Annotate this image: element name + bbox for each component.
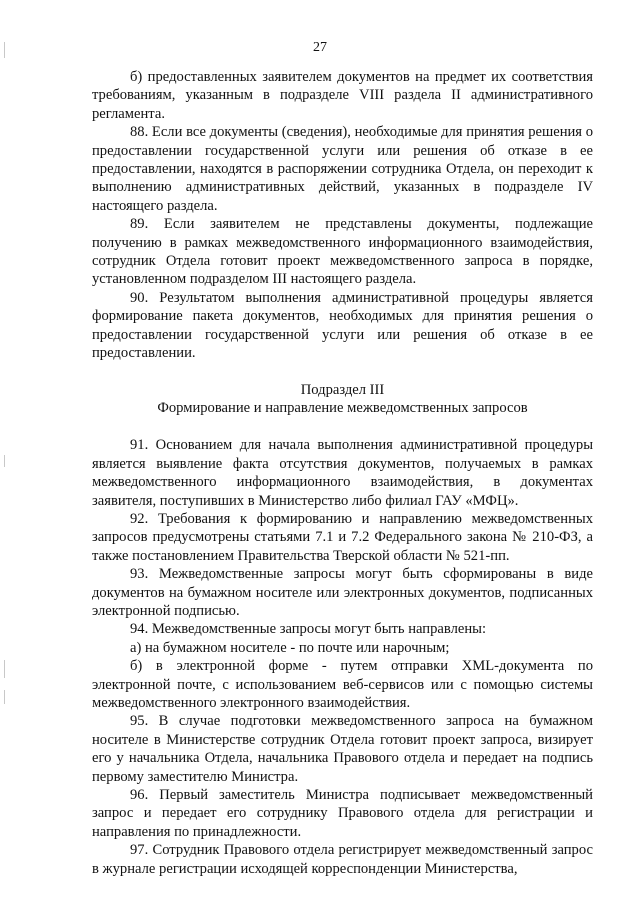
scan-artifact bbox=[4, 455, 5, 467]
spacer bbox=[92, 417, 593, 436]
paragraph-91: 91. Основанием для начала выполнения административной процедуры является выявление факта отсутствия документов, получаемых в рамках межведомственного информационного взаимодействия, в документах заявителя, поступивших в Министерство либо филиал ГАУ «МФЦ». bbox=[92, 437, 593, 509]
paragraph-94-a: а) на бумажном носителе - по почте или нарочным; bbox=[130, 639, 450, 656]
paragraph-97: 97. Сотрудник Правового отдела регистрирует межведомственный запрос в журнале регистрации исходящей корреспонденции Министерства, bbox=[92, 842, 593, 877]
paragraph-88: 88. Если все документы (сведения), необходимые для принятия решения о предоставлении государственной услуги или решения об отказе в ее предоставлении, находятся в распоряжении сотрудника Отдела, он переходит к выполнению административных действий, указанных в подразделе IV настоящего раздела. bbox=[92, 124, 593, 214]
subsection-number: Подраздел III bbox=[300, 381, 385, 398]
paragraph-96: 96. Первый заместитель Министра подписывает межведомственный запрос и передает его сотруднику Правового отдела для регистрации и направления по принадлежности. bbox=[92, 787, 593, 840]
paragraph-89: 89. Если заявителем не представлены документы, подлежащие получению в рамках межведомственного информационного взаимодействия, сотрудник Отдела готовит проект межведомственного запроса в порядке, установленном подразделом III настоящего раздела. bbox=[92, 216, 593, 288]
spacer bbox=[92, 363, 593, 381]
scan-artifact bbox=[4, 690, 5, 704]
paragraph-90: 90. Результатом выполнения административной процедуры является формирование пакета документов, необходимых для принятия решения о предоставлении государственной услуги или решения об отказе в ее предоставлении. bbox=[92, 289, 593, 362]
paragraph-92: 92. Требования к формированию и направлению межведомственных запросов предусмотрены статьями 7.1 и 7.2 Федерального закона № 210-ФЗ, а также постановлением Правительства Тверской области № 521-пп. bbox=[92, 510, 593, 564]
paragraph-94-b: б) в электронной форме - путем отправки XML-документа по электронной почте, с использованием веб-сервисов или с помощью системы межведомственного электронного взаимодействия. bbox=[92, 658, 593, 711]
paragraph-94: 94. Межведомственные запросы могут быть направлены: bbox=[130, 621, 487, 638]
paragraph-95: 95. В случае подготовки межведомственного запроса на бумажном носителе в Министерстве сотрудник Отдела готовит проект запроса, визирует его у начальника Отдела, начальника Правового отдела и передает на подпись первому заместителю Министра. bbox=[92, 713, 593, 785]
page-number: 27 bbox=[313, 40, 327, 55]
document-body bbox=[92, 68, 593, 878]
scan-artifact bbox=[4, 660, 5, 678]
paragraph-b: б) предоставленных заявителем документов на предмет их соответствия требованиям, указанным в подразделе VIII раздела II административного регламента. bbox=[92, 69, 593, 122]
paragraph-93: 93. Межведомственные запросы могут быть сформированы в виде документов на бумажном носителе или электронных документов, подписанных электронной подписью. bbox=[92, 566, 593, 619]
subsection-title: Формирование и направление межведомственных запросов bbox=[157, 399, 528, 416]
